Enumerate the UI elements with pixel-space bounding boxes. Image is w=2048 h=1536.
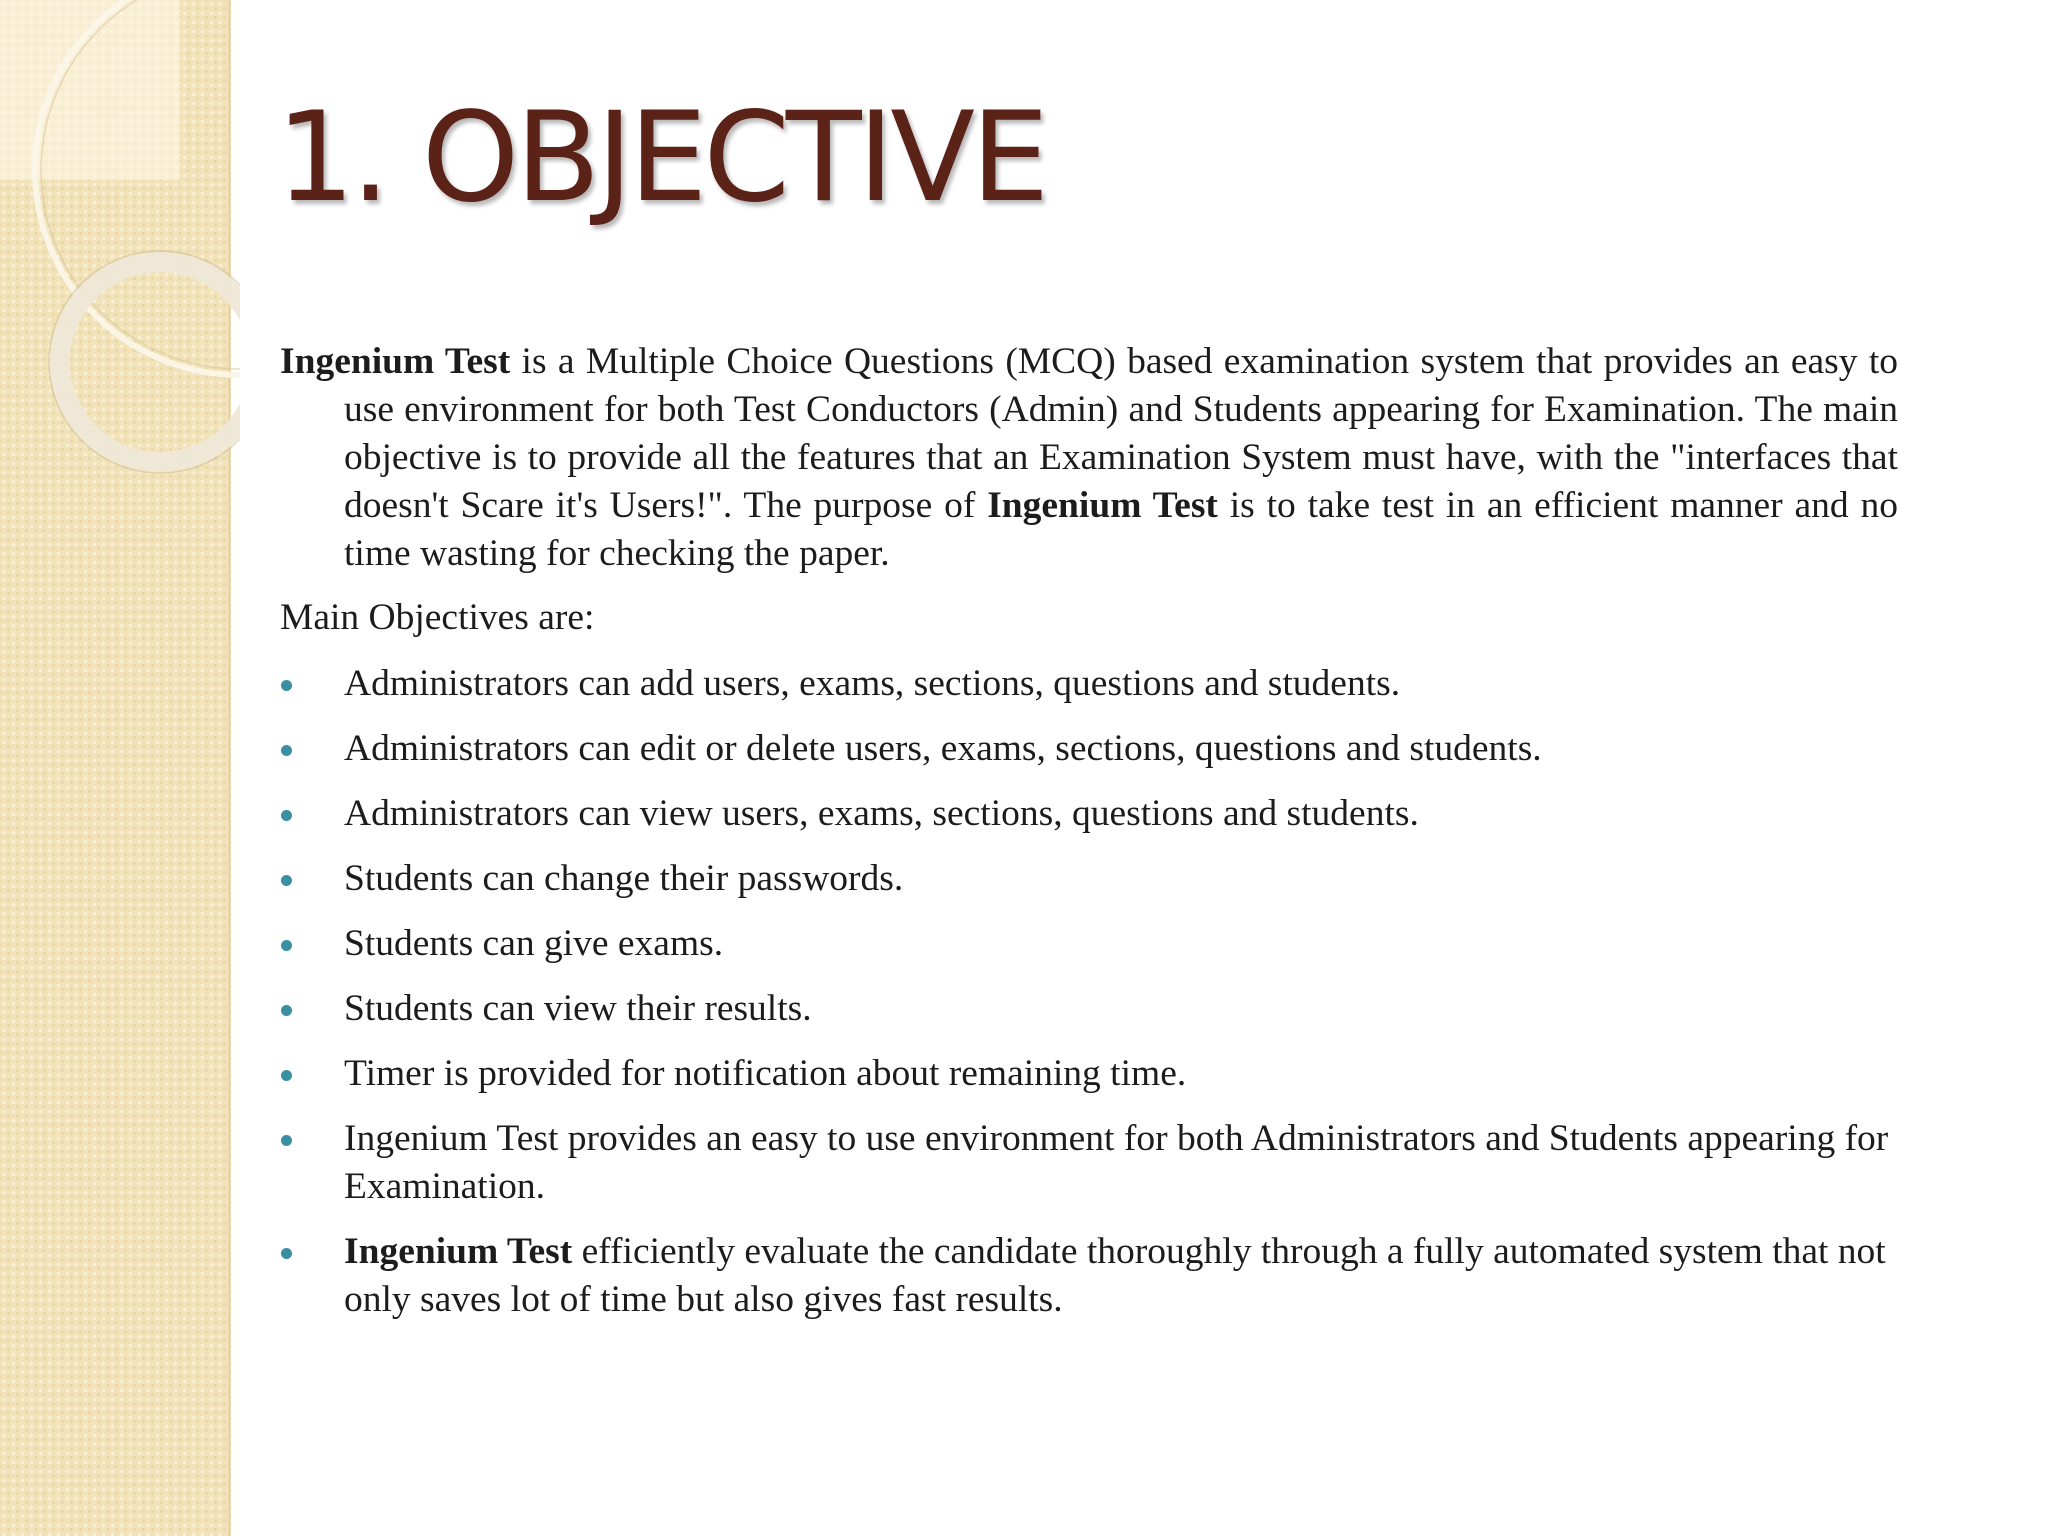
intro-text-2: is to take test in an efficient manner and no time wasting for checking the paper.	[344, 485, 1898, 574]
objective-text: efficiently evaluate the candidate thoroughly through a fully automated system that not only saves lot of time but also gives fast results.	[344, 1231, 1886, 1320]
bullet-icon	[281, 680, 292, 691]
list-item	[280, 1050, 1898, 1098]
small-decorative-ring	[60, 262, 240, 462]
bullet-icon	[281, 875, 292, 886]
objective-text: Students can view their results.	[344, 988, 812, 1029]
objective-product-name: Ingenium Test	[344, 1231, 573, 1272]
bullet-icon	[281, 1135, 292, 1146]
objective-text: Administrators can view users, exams, sections, questions and students.	[344, 793, 1419, 834]
bullet-icon	[281, 1070, 292, 1081]
objective-text: Administrators can edit or delete users, exams, sections, questions and students.	[344, 728, 1542, 769]
slide-body	[280, 338, 1898, 1341]
decorative-circles	[0, 0, 240, 520]
bullet-icon	[281, 940, 292, 951]
list-item	[280, 1228, 1898, 1324]
objective-text: Students can give exams.	[344, 923, 724, 964]
intro-paragraph	[280, 338, 1898, 578]
main-objectives-label: Main Objectives are:	[280, 597, 595, 638]
product-name-2: Ingenium Test	[987, 485, 1218, 526]
bullet-icon	[281, 810, 292, 821]
bullet-icon	[281, 1248, 292, 1259]
objective-text: Ingenium Test provides an easy to use environment for both Administrators and Students appearing for Examination.	[344, 1118, 1889, 1207]
slide-title: 1. OBJECTIVE	[276, 86, 1046, 230]
objectives-list	[280, 660, 1898, 1324]
list-item	[280, 790, 1898, 838]
product-name: Ingenium Test	[280, 341, 511, 382]
bullet-icon	[281, 745, 292, 756]
objective-text: Timer is provided for notification about remaining time.	[344, 1053, 1187, 1094]
list-item	[280, 1115, 1898, 1211]
list-item	[280, 660, 1898, 708]
list-item	[280, 855, 1898, 903]
list-item	[280, 725, 1898, 773]
objective-text: Administrators can add users, exams, sections, questions and students.	[344, 663, 1401, 704]
bullet-icon	[281, 1005, 292, 1016]
list-item	[280, 985, 1898, 1033]
list-item	[280, 920, 1898, 968]
intro-text-1: is a Multiple Choice Questions (MCQ) based examination system that provides an easy to use environment for both Test Conductors (Admin) and Students appearing for Examination. The main objective is to provide all the features that an Examination System must have, with the "interfaces that doesn't Scare it's Users!". The purpose of	[344, 341, 1898, 526]
objective-text: Students can change their passwords.	[344, 858, 904, 899]
